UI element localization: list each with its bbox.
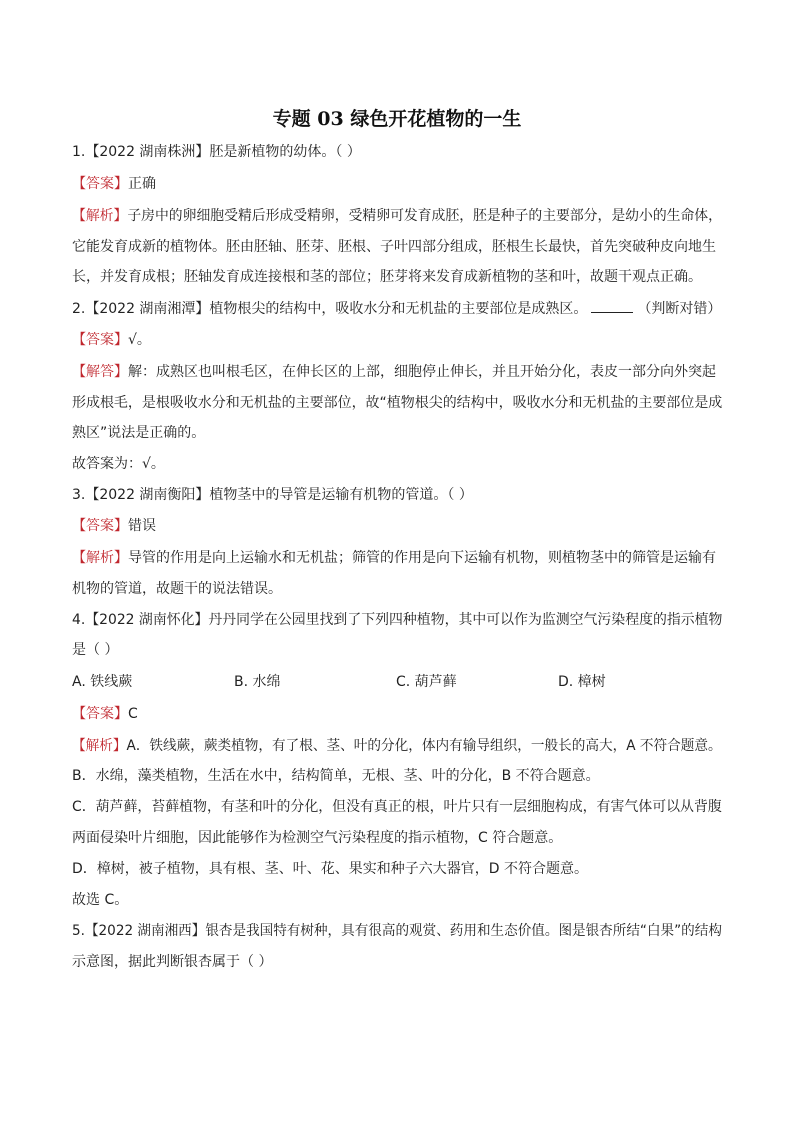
question-4-answer (72, 704, 138, 724)
question-4-final: 故选 C。 (72, 892, 129, 908)
question-4-analysis-line: D．樟树，被子植物，具有根、茎、叶、花、果实和种子六大器官，D 不符合题意。 (72, 861, 589, 877)
answer-text: 正确 (128, 176, 156, 192)
question-2-answer (72, 330, 151, 350)
question-2-stem-suffix: （判断对错） (637, 301, 722, 317)
option-d: D. 樟树 (558, 674, 606, 690)
answer-text: √。 (128, 332, 151, 348)
option-a: A. 铁线蕨 (72, 674, 133, 690)
question-3-analysis-line: 机物的管道，故题干的说法错误。 (72, 581, 282, 597)
question-3-answer (72, 516, 156, 536)
question-4-analysis-line: C．葫芦藓，苔藓植物，有茎和叶的分化，但没有真正的根，叶片只有一层细胞构成，有害气体可以从背腹 (72, 799, 722, 815)
question-3-analysis-line (72, 548, 716, 568)
analysis-text: A．铁线蕨，蕨类植物，有了根、茎、叶的分化，体内有输导组织，一般长的高大，A 不符合题意。 (126, 738, 722, 754)
option-b: B. 水绵 (234, 674, 281, 690)
analysis-tag: 【解析】 (72, 738, 127, 754)
analysis-text: 解：成熟区也叫根毛区，在伸长区的上部，细胞停止伸长，并且开始分化，表皮一部分向外突起 (128, 364, 716, 380)
question-1-analysis-line: 它能发育成新的植物体。胚由胚轴、胚芽、胚根、子叶四部分组成，胚根生长最快，首先突破种皮向地生 (72, 239, 716, 255)
question-4-analysis-line: 两面侵染叶片细胞，因此能够作为检测空气污染程度的指示植物，C 符合题意。 (72, 830, 563, 846)
answer-text: 错误 (128, 518, 156, 534)
question-1-analysis-line: 长，并发育成根；胚轴发育成连接根和茎的部位；胚芽将来发育成新植物的茎和叶，故题干观点正确。 (72, 269, 702, 285)
question-2-analysis-line (72, 362, 716, 382)
question-2-final: 故答案为：√。 (72, 456, 165, 472)
analysis-text: 子房中的卵细胞受精后形成受精卵，受精卵可发育成胚，胚是种子的主要部分，是幼小的生命体， (127, 208, 722, 224)
option-c: C. 葫芦藓 (396, 674, 457, 690)
question-2-stem (72, 298, 721, 319)
question-4-analysis-line: B．水绵，藻类植物，生活在水中，结构简单，无根、茎、叶的分化，B 不符合题意。 (72, 768, 600, 784)
question-2-analysis-line: 熟区”说法是正确的。 (72, 425, 206, 441)
question-1-analysis-line (72, 206, 722, 226)
question-1-answer (72, 174, 156, 194)
question-3-stem: 3.【2022 湖南衡阳】植物茎中的导管是运输有机物的管道。（ ） (72, 487, 473, 503)
question-5-stem: 示意图，据此判断银杏属于（ ） (72, 954, 273, 970)
answer-tag: 【答案】 (72, 706, 128, 722)
answer-blank (591, 298, 633, 313)
question-2-analysis-line: 形成根毛，是根吸收水分和无机盐的主要部位，故“植物根尖的结构中，吸收水分和无机盐的主要部位是成 (72, 395, 723, 411)
analysis-tag: 【解析】 (72, 208, 128, 224)
answer-tag: 【答案】 (72, 518, 128, 534)
analysis-tag: 【解析】 (72, 550, 128, 566)
analysis-text: 导管的作用是向上运输水和无机盐；筛管的作用是向下运输有机物，则植物茎中的筛管是运输有 (128, 550, 716, 566)
question-4-stem: 是（ ） (72, 642, 119, 658)
question-4-stem: 4.【2022 湖南怀化】丹丹同学在公园里找到了下列四种植物，其中可以作为监测空气污染程度的指示植物 (72, 612, 723, 628)
answer-tag: 【答案】 (72, 176, 128, 192)
page-title: 专题 03 绿色开花植物的一生 (272, 108, 522, 130)
question-4-options (72, 672, 722, 692)
analysis-tag: 【解答】 (72, 364, 128, 380)
question-1-stem: 1.【2022 湖南株洲】胚是新植物的幼体。（ ） (72, 144, 361, 160)
question-5-stem: 5.【2022 湖南湘西】银杏是我国特有树种，具有很高的观赏、药用和生态价值。图是银杏所结“白果”的结构 (72, 923, 722, 939)
answer-tag: 【答案】 (72, 332, 128, 348)
answer-text: C (128, 706, 138, 722)
question-2-stem-text: 2.【2022 湖南湘潭】植物根尖的结构中，吸收水分和无机盐的主要部位是成熟区。 (72, 301, 588, 317)
question-4-analysis-line (72, 736, 722, 756)
